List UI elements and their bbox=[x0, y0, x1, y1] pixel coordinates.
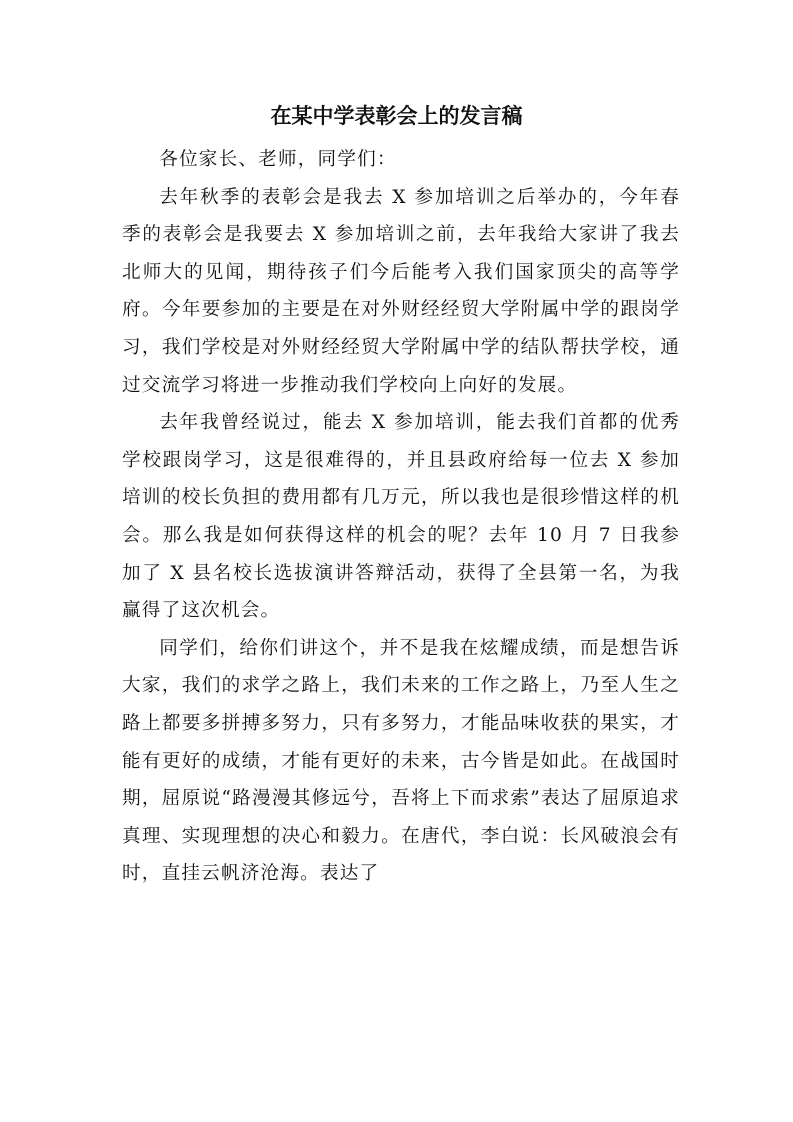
paragraph-3: 同学们，给你们讲这个，并不是我在炫耀成绩，而是想告诉大家，我们的求学之路上，我们未来的工作之路上，乃至人生之路上都要多拼搏多努力，只有多努力，才能品味收获的果实，才能有更好的成绩，才能有更好的未来，古今皆是如此。在战国时期，屈原说“路漫漫其修远兮，吾将上下而求索”表达了屈原追求真理、实现理想的决心和毅力。在唐代，李白说：长风破浪会有时，直挂云帆济沧海。表达了 bbox=[122, 637, 680, 885]
salutation: 各位家长、老师，同学们： bbox=[159, 149, 397, 170]
document-body bbox=[122, 141, 680, 893]
document-title: 在某中学表彰会上的发言稿 bbox=[270, 103, 523, 128]
paragraph-1: 去年秋季的表彰会是我去 X 参加培训之后举办的，今年春季的表彰会是我要去 X 参加培训之前，去年我给大家讲了我去北师大的见闻，期待孩子们今后能考入我们国家顶尖的高等学府。今年要参加的主要是在对外财经经贸大学附属中学的跟岗学习，我们学校是对外财经经贸大学附属中学的结队帮扶学校，通过交流学习将进一步推动我们学校向上向好的发展。 bbox=[122, 186, 680, 396]
paragraph-2: 去年我曾经说过，能去 X 参加培训，能去我们首都的优秀学校跟岗学习，这是很难得的，并且县政府给每一位去 X 参加培训的校长负担的费用都有几万元，所以我也是很珍惜这样的机会。那么我是如何获得这样的机会的呢？去年 10 月 7 日我参加了 X 县名校长选拔演讲答辩活动，获得了全县第一名，为我赢得了这次机会。 bbox=[122, 412, 680, 622]
